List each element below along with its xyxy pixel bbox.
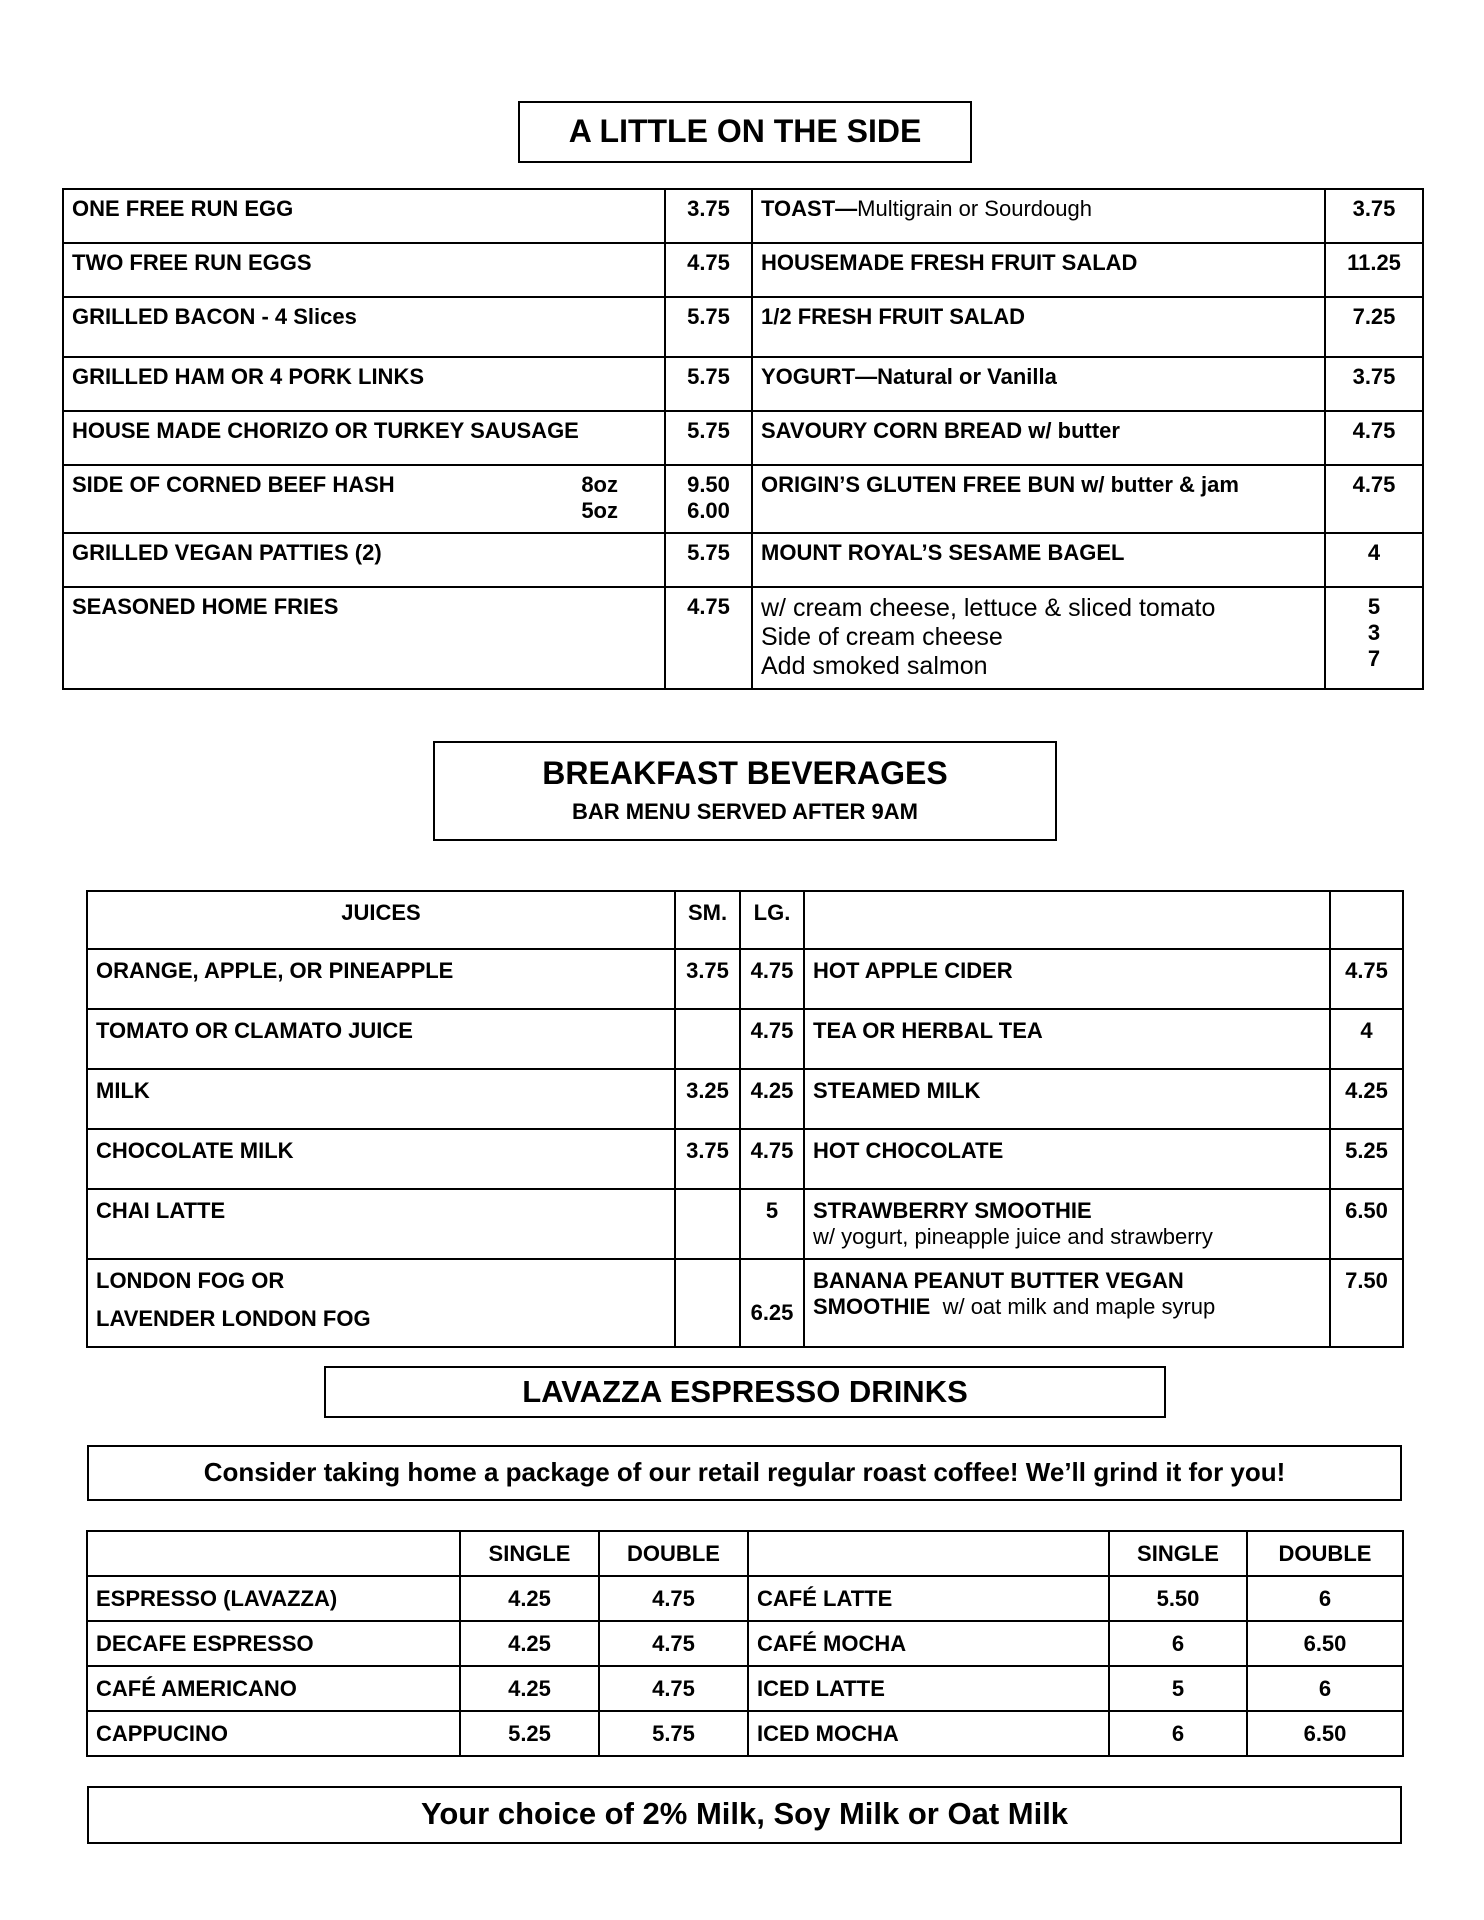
item-price: 4	[1330, 1009, 1403, 1069]
item-price	[665, 465, 752, 533]
table-row	[63, 189, 1423, 243]
item-price: 7.50	[1330, 1259, 1403, 1347]
item-price: 4	[1325, 533, 1423, 587]
large-price: 4.25	[740, 1069, 804, 1129]
large-price: 4.75	[740, 1009, 804, 1069]
single-price: 4.25	[460, 1621, 599, 1666]
large-header: LG.	[740, 891, 804, 949]
table-row	[87, 1576, 1403, 1621]
single-price: 5	[1109, 1666, 1247, 1711]
small-price	[675, 1009, 740, 1069]
table-row	[87, 1129, 1403, 1189]
menu-item: ICED MOCHA	[748, 1711, 1109, 1756]
menu-item	[63, 465, 665, 533]
menu-item: HOT CHOCOLATE	[804, 1129, 1330, 1189]
espresso-title-box	[324, 1366, 1166, 1418]
menu-item: GRILLED VEGAN PATTIES (2)	[63, 533, 665, 587]
table-row	[63, 243, 1423, 297]
item-price: 4.75	[1325, 465, 1423, 533]
small-price	[675, 1189, 740, 1259]
item-price: 4.75	[665, 243, 752, 297]
large-price: 5	[740, 1189, 804, 1259]
sides-table	[62, 188, 1424, 690]
menu-item: TOMATO OR CLAMATO JUICE	[87, 1009, 675, 1069]
item-note: w/ yogurt, pineapple juice and strawberry	[813, 1224, 1213, 1249]
price-small: 6.00	[687, 498, 730, 523]
single-header: SINGLE	[1109, 1531, 1247, 1576]
sides-title: A LITTLE ON THE SIDE	[568, 113, 922, 149]
menu-item: DECAFE ESPRESSO	[87, 1621, 460, 1666]
small-price: 3.75	[675, 949, 740, 1009]
promo-text: Consider taking home a package of our retail regular roast coffee! We’ll grind it for you!	[203, 1457, 1286, 1487]
item-name-cont: SMOOTHIE	[813, 1294, 931, 1319]
menu-item: CHAI LATTE	[87, 1189, 675, 1259]
menu-item: GRILLED HAM OR 4 PORK LINKS	[63, 357, 665, 411]
bagel-price: 3	[1367, 620, 1381, 645]
item-price	[1325, 587, 1423, 689]
item-price: 6.50	[1330, 1189, 1403, 1259]
item-price: 5.25	[1330, 1129, 1403, 1189]
item-price: 3.75	[665, 189, 752, 243]
item-name-alt: LAVENDER LONDON FOG	[96, 1306, 371, 1331]
table-row	[63, 357, 1423, 411]
menu-item: CAFÉ MOCHA	[748, 1621, 1109, 1666]
bagel-price: 5	[1367, 594, 1381, 619]
beverages-subtitle: BAR MENU SERVED AFTER 9AM	[572, 799, 918, 824]
item-name: STRAWBERRY SMOOTHIE	[813, 1198, 1092, 1223]
beverages-title-box	[433, 741, 1057, 841]
menu-item: ORIGIN’S GLUTEN FREE BUN w/ butter & jam	[752, 465, 1325, 533]
menu-item: TWO FREE RUN EGGS	[63, 243, 665, 297]
milk-note-box	[87, 1786, 1402, 1844]
menu-item: CAFÉ LATTE	[748, 1576, 1109, 1621]
table-row	[63, 533, 1423, 587]
table-row	[63, 411, 1423, 465]
empty-header	[804, 891, 1330, 949]
menu-item: GRILLED BACON - 4 Slices	[63, 297, 665, 357]
double-price: 4.75	[599, 1666, 748, 1711]
espresso-title: LAVAZZA ESPRESSO DRINKS	[522, 1374, 968, 1409]
menu-item: ONE FREE RUN EGG	[63, 189, 665, 243]
double-price: 6	[1247, 1576, 1403, 1621]
size-label: 5oz	[581, 498, 618, 523]
item-note: Multigrain or Sourdough	[857, 196, 1092, 221]
price-large: 9.50	[687, 472, 730, 497]
table-row	[63, 587, 1423, 689]
espresso-table	[86, 1530, 1404, 1757]
empty-header	[87, 1531, 460, 1576]
table-row	[87, 1666, 1403, 1711]
sides-title-box	[518, 101, 972, 163]
size-options	[581, 472, 618, 524]
small-price	[675, 1259, 740, 1347]
menu-item: CAFÉ AMERICANO	[87, 1666, 460, 1711]
menu-item: STEAMED MILK	[804, 1069, 1330, 1129]
bagel-options	[752, 587, 1325, 689]
bagel-option: w/ cream cheese, lettuce & sliced tomato	[761, 594, 1216, 622]
item-note: w/ oat milk and maple syrup	[942, 1294, 1216, 1319]
menu-item: MILK	[87, 1069, 675, 1129]
empty-header	[1330, 891, 1403, 949]
single-price: 4.25	[460, 1666, 599, 1711]
double-price: 6	[1247, 1666, 1403, 1711]
item-name: LONDON FOG OR	[96, 1268, 285, 1293]
menu-item	[804, 1259, 1330, 1347]
item-price: 3.75	[1325, 189, 1423, 243]
table-row	[87, 1189, 1403, 1259]
promo-box	[87, 1445, 1402, 1501]
item-price: 11.25	[1325, 243, 1423, 297]
menu-item	[752, 189, 1325, 243]
large-price: 4.75	[740, 1129, 804, 1189]
item-price: 4.75	[665, 587, 752, 689]
menu-item: SAVOURY CORN BREAD w/ butter	[752, 411, 1325, 465]
menu-item: CAPPUCINO	[87, 1711, 460, 1756]
double-price: 6.50	[1247, 1621, 1403, 1666]
item-price: 5.75	[665, 533, 752, 587]
double-price: 6.50	[1247, 1711, 1403, 1756]
table-row	[63, 465, 1423, 533]
large-price: 4.75	[740, 949, 804, 1009]
menu-item: TEA OR HERBAL TEA	[804, 1009, 1330, 1069]
small-price: 3.25	[675, 1069, 740, 1129]
table-row	[87, 949, 1403, 1009]
table-row	[87, 1711, 1403, 1756]
double-price: 5.75	[599, 1711, 748, 1756]
menu-item	[804, 1189, 1330, 1259]
single-price: 6	[1109, 1711, 1247, 1756]
menu-item	[87, 1259, 675, 1347]
menu-item: MOUNT ROYAL’S SESAME BAGEL	[752, 533, 1325, 587]
item-name: BANANA PEANUT BUTTER VEGAN	[813, 1268, 1184, 1293]
menu-item: ORANGE, APPLE, OR PINEAPPLE	[87, 949, 675, 1009]
item-price: 4.25	[1330, 1069, 1403, 1129]
single-price: 6	[1109, 1621, 1247, 1666]
bagel-option: Side of cream cheese	[761, 623, 1003, 651]
menu-item: HOUSEMADE FRESH FRUIT SALAD	[752, 243, 1325, 297]
double-header: DOUBLE	[1247, 1531, 1403, 1576]
double-price: 4.75	[599, 1576, 748, 1621]
menu-item: CHOCOLATE MILK	[87, 1129, 675, 1189]
bagel-option: Add smoked salmon	[761, 652, 988, 680]
small-price: 3.75	[675, 1129, 740, 1189]
large-price: 6.25	[740, 1259, 804, 1347]
double-header: DOUBLE	[599, 1531, 748, 1576]
table-row	[87, 1069, 1403, 1129]
milk-note: Your choice of 2% Milk, Soy Milk or Oat Milk	[420, 1796, 1069, 1831]
juices-header: JUICES	[87, 891, 675, 949]
menu-item: 1/2 FRESH FRUIT SALAD	[752, 297, 1325, 357]
double-price: 4.75	[599, 1621, 748, 1666]
empty-header	[748, 1531, 1109, 1576]
menu-item: HOT APPLE CIDER	[804, 949, 1330, 1009]
item-price: 7.25	[1325, 297, 1423, 357]
size-label: 8oz	[581, 472, 618, 497]
table-header-row	[87, 891, 1403, 949]
item-price: 5.75	[665, 297, 752, 357]
menu-item: HOUSE MADE CHORIZO OR TURKEY SAUSAGE	[63, 411, 665, 465]
single-price: 5.50	[1109, 1576, 1247, 1621]
table-row	[63, 297, 1423, 357]
table-row	[87, 1621, 1403, 1666]
beverages-table	[86, 890, 1404, 1348]
single-header: SINGLE	[460, 1531, 599, 1576]
menu-item: SEASONED HOME FRIES	[63, 587, 665, 689]
small-header: SM.	[675, 891, 740, 949]
menu-item: ESPRESSO (LAVAZZA)	[87, 1576, 460, 1621]
item-price: 4.75	[1330, 949, 1403, 1009]
single-price: 4.25	[460, 1576, 599, 1621]
item-name: TOAST—	[761, 196, 858, 221]
bagel-price: 7	[1367, 646, 1381, 671]
single-price: 5.25	[460, 1711, 599, 1756]
menu-item: ICED LATTE	[748, 1666, 1109, 1711]
table-row	[87, 1009, 1403, 1069]
beverages-title: BREAKFAST BEVERAGES	[542, 755, 948, 791]
item-price: 4.75	[1325, 411, 1423, 465]
item-price: 3.75	[1325, 357, 1423, 411]
table-row	[87, 1259, 1403, 1347]
item-name: SIDE OF CORNED BEEF HASH	[72, 472, 395, 497]
table-header-row	[87, 1531, 1403, 1576]
item-price: 5.75	[665, 357, 752, 411]
item-price: 5.75	[665, 411, 752, 465]
menu-item: YOGURT—Natural or Vanilla	[752, 357, 1325, 411]
